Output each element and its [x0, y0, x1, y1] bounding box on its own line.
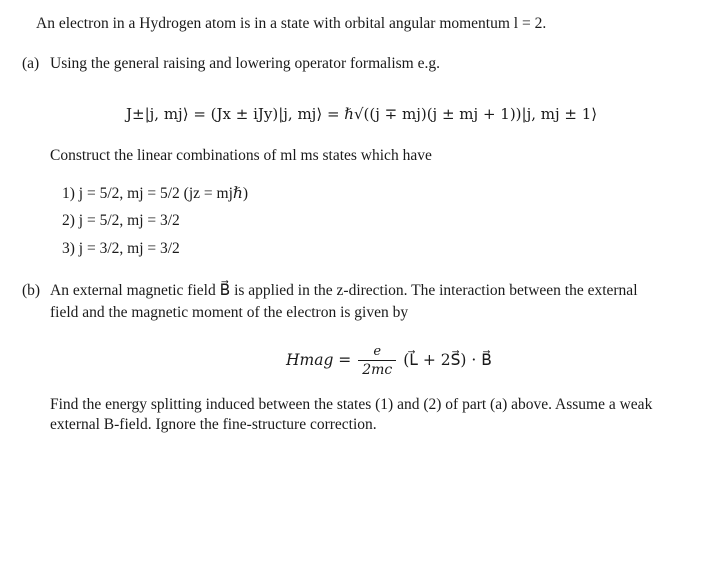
- question-line2: external B-field. Ignore the fine-structure correction.: [50, 416, 377, 433]
- fraction-numerator: e: [358, 344, 396, 361]
- part-a-text: Using the general raising and lowering operator formalism e.g.: [50, 55, 440, 72]
- hamiltonian-lhs: Hmag =: [286, 351, 352, 369]
- part-b-text-line2: field and the magnetic moment of the electron is given by: [50, 304, 409, 321]
- intro-text: An electron in a Hydrogen atom is in a state with orbital angular momentum l = 2.: [36, 15, 547, 32]
- state-item-1: 1) j = 5/2, mj = 5/2 (jz = mjℏ): [62, 185, 249, 202]
- state-item-3: 3) j = 3/2, mj = 3/2: [62, 240, 180, 257]
- question-line1: Find the energy splitting induced between the states (1) and (2) of part (a) above. Assume a weak: [50, 396, 653, 413]
- hamiltonian-equation: [286, 342, 492, 379]
- state-item-2: 2) j = 5/2, mj = 3/2: [62, 212, 180, 229]
- part-a-label: (a): [22, 55, 40, 72]
- part-b-label: (b): [22, 282, 41, 299]
- part-a-instruction: Construct the linear combinations of ml ms states which have: [50, 147, 432, 164]
- ladder-operator-equation: J±|j, mj⟩ = (Jx ± iJy)|j, mj⟩ = ℏ√((j ∓ mj)(j ± mj + 1))|j, mj ± 1⟩: [126, 105, 598, 123]
- hamiltonian-rhs: (L⃗ + 2S⃗) · B⃗: [403, 351, 492, 369]
- hamiltonian-fraction: [358, 344, 396, 379]
- part-b-text-line1: An external magnetic field B⃗ is applied in the z-direction. The interaction between the external: [50, 282, 638, 299]
- fraction-denominator: 2mc: [362, 361, 393, 378]
